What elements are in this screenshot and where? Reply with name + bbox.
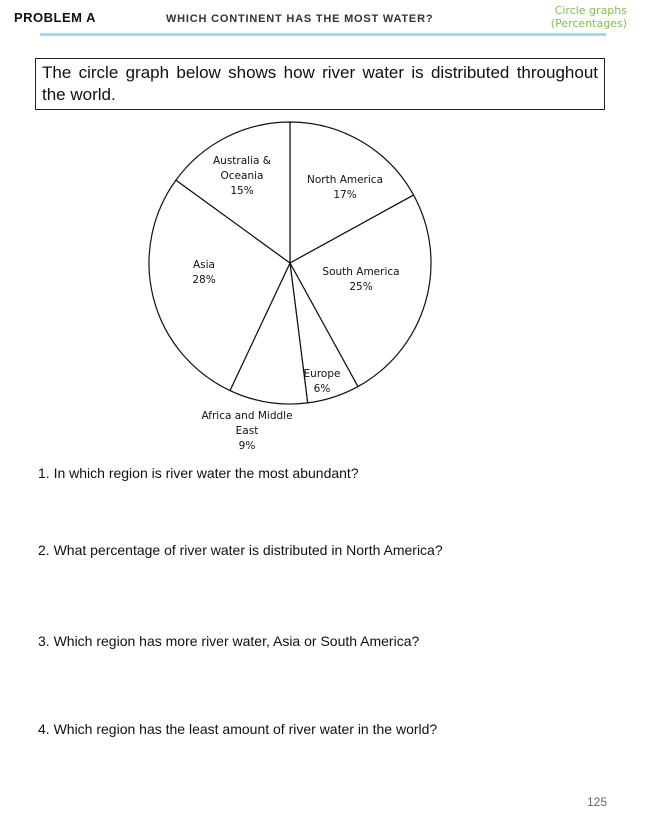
pie-label-south-america: South America 25%: [322, 266, 400, 293]
topic-line-1: Circle graphs: [554, 4, 627, 17]
pie-label-north-america: North America 17%: [306, 174, 384, 201]
topic-line-2: (Percentages): [550, 17, 627, 30]
intro-text: The circle graph below shows how river water is distributed throughout the world.: [42, 63, 598, 104]
problem-label: PROBLEM A: [14, 10, 97, 25]
question-4: 4. Which region has the least amount of river water in the world?: [38, 721, 438, 737]
pie-label-asia: Asia 28%: [192, 259, 216, 286]
pie-label-australia-oceania: Australia & Oceania 15%: [213, 155, 271, 197]
subject-title: WHICH CONTINENT HAS THE MOST WATER?: [166, 13, 434, 25]
question-1: 1. In which region is river water the most abundant?: [38, 465, 359, 481]
question-3: 3. Which region has more river water, Asia or South America?: [38, 633, 420, 649]
question-2: 2. What percentage of river water is distributed in North America?: [38, 542, 443, 558]
page-number: 125: [586, 795, 607, 809]
pie-label-europe: Europe 6%: [303, 368, 341, 395]
pie-label-africa-and-middle-east: Africa and Middle East 9%: [201, 410, 293, 452]
